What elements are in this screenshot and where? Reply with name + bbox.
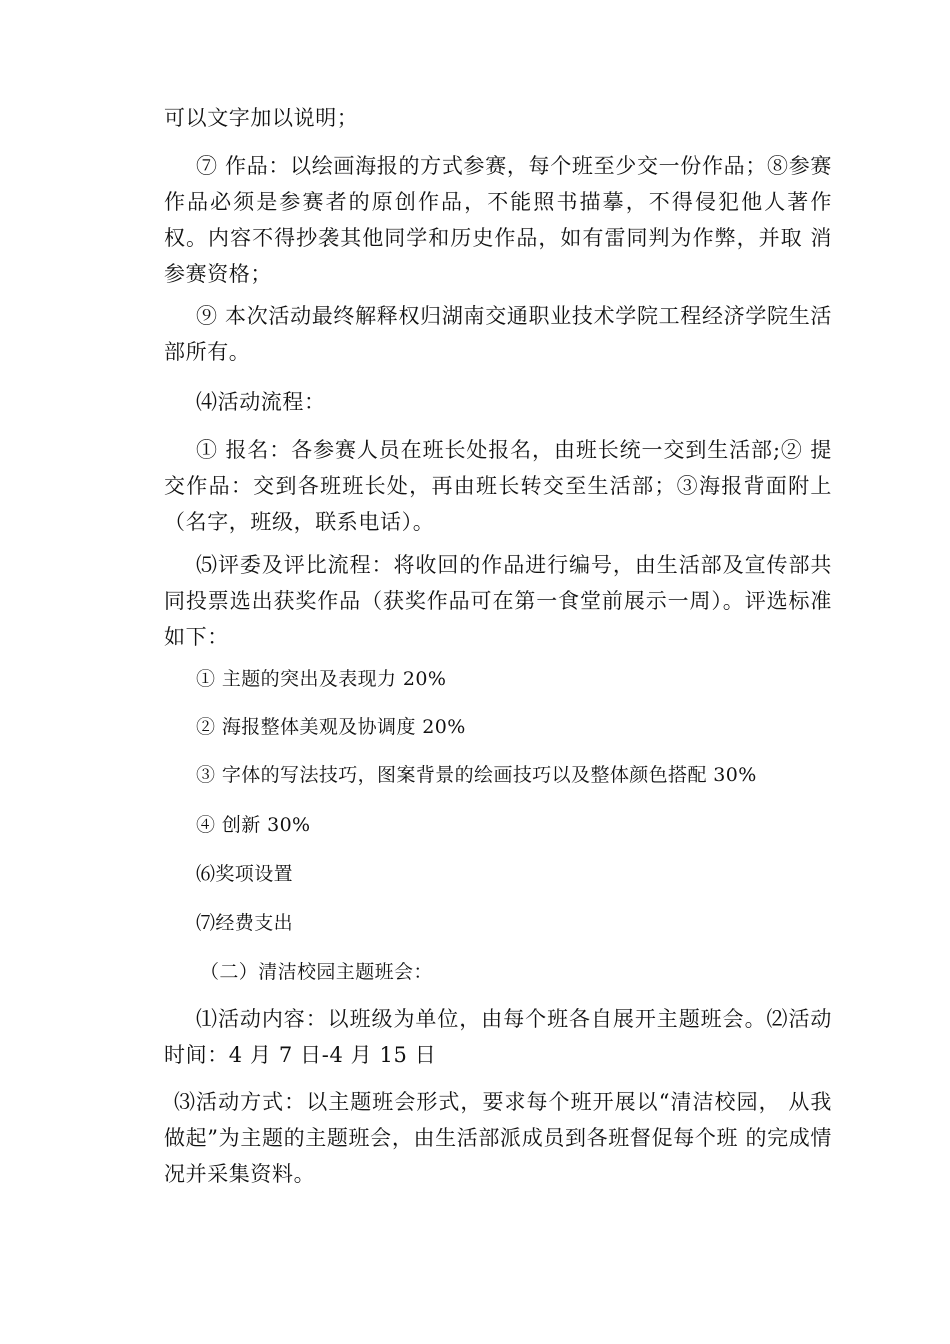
section-2-title: （二）清洁校园主题班会：: [200, 961, 433, 983]
paragraph-flow-title: ⑷活动流程：: [196, 390, 326, 414]
paragraph-awards: ⑹奖项设置: [196, 863, 294, 885]
paragraph-judging: ⑸评委及评比流程：将收回的作品进行编号，由生活部及宣传部共同投票选出获奖作品（获奖作品可在第一食堂前展示一周）。评选标准如下：: [164, 553, 832, 649]
paragraph-method: ⑶活动方式：以主题班会形式，要求每个班开展以“清洁校园， 从我做起”为主题的主题班会，由生活部派成员到各班督促每个班 的完成情况并采集资料。: [164, 1090, 832, 1186]
paragraph-rule-7-8: ⑦ 作品：以绘画海报的方式参赛，每个班至少交一份作品；⑧参赛作品必须是参赛者的原创作品，不能照书描摹，不得侵犯他人著作权。内容不得抄袭其他同学和历史作品，如有雷同判为作弊，并取 消参赛资格；: [164, 154, 832, 286]
paragraph-budget: ⑺经费支出: [196, 912, 294, 934]
paragraph-flow-steps: ① 报名：各参赛人员在班长处报名，由班长统一交到生活部;② 提交作品：交到各班班长处，再由班长转交至生活部；③海报背面附上（名字，班级，联系电话）。: [164, 438, 832, 534]
paragraph-rule-9: ⑨ 本次活动最终解释权归湖南交通职业技术学院工程经济学院生活部所有。: [164, 304, 832, 364]
criteria-item-3: ③ 字体的写法技巧，图案背景的绘画技巧以及整体颜色搭配 30%: [196, 764, 757, 786]
criteria-item-4: ④ 创新 30%: [196, 814, 311, 836]
paragraph-intro: 可以文字加以说明；: [164, 106, 359, 130]
criteria-item-2: ② 海报整体美观及协调度 20%: [196, 716, 466, 738]
criteria-item-1: ① 主题的突出及表现力 20%: [196, 668, 447, 690]
paragraph-content-time: ⑴活动内容：以班级为单位，由每个班各自展开主题班会。⑵活动时间：4 月 7 日-4 月 15 日: [164, 1007, 832, 1067]
